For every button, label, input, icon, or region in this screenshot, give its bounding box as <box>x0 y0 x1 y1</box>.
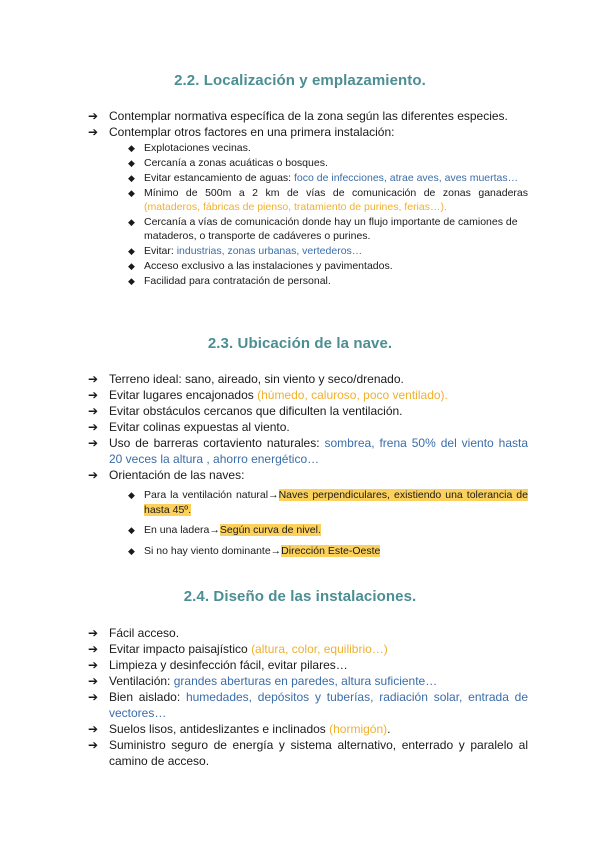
arrow-right-icon: ➔ <box>88 388 99 402</box>
diamond-bullet-icon: ◆ <box>128 490 135 500</box>
list-item: ➔ Suministro seguro de energía y sistema alternativo, enterrado y paralelo al camino de acceso. <box>88 738 528 768</box>
section-23-list <box>88 371 528 483</box>
section-22-list <box>88 108 528 140</box>
arrow-right-icon: ➔ <box>88 125 99 139</box>
arrow-right-icon: ➔ <box>88 674 99 688</box>
list-item: ➔ Evitar obstáculos cercanos que dificulten la ventilación. <box>88 404 403 418</box>
diamond-bullet-icon: ◆ <box>128 143 135 153</box>
sub-item: ◆ Si no hay viento dominante→Dirección Este-Oeste <box>88 543 528 560</box>
sub-item: ◆ Mínimo de 500m a 2 km de vías de comunicación de zonas ganaderas (mataderos, fábricas de pienso, tratamiento de purines, ferias…). <box>128 187 528 213</box>
diamond-bullet-icon: ◆ <box>128 217 135 227</box>
list-item: ➔ Contemplar normativa específica de la zona según las diferentes especies. <box>88 109 508 123</box>
arrow-right-icon: ➔ <box>88 404 99 418</box>
list-item: ➔ Terreno ideal: sano, aireado, sin viento y seco/drenado. <box>88 372 404 386</box>
arrow-right-icon: ➔ <box>88 658 99 672</box>
arrow-right-icon: ➔ <box>88 372 99 386</box>
section-22-title: 2.2. Localización y emplazamiento. <box>174 72 426 89</box>
sub-item: ◆ Cercanía a vías de comunicación donde hay un flujo importante de camiones de mataderos, o transporte de cadáveres o purines. <box>128 216 518 242</box>
sub-item: ◆ Explotaciones vecinas. <box>128 142 251 154</box>
arrow-right-icon: ➔ <box>88 420 99 434</box>
list-item: ➔ Contemplar otros factores en una primera instalación: <box>88 125 395 139</box>
arrow-right-icon: ➔ <box>88 436 99 450</box>
diamond-bullet-icon: ◆ <box>128 546 135 556</box>
sub-item: ◆ Acceso exclusivo a las instalaciones y pavimentados. <box>128 260 393 272</box>
list-item: ➔ Uso de barreras cortaviento naturales: sombrea, frena 50% del viento hasta 20 veces la altura , ahorro energético… <box>88 436 528 466</box>
arrow-right-icon: ➔ <box>88 626 99 640</box>
arrow-right-icon: ➔ <box>88 468 99 482</box>
list-item: ➔ Ventilación: grandes aberturas en paredes, altura suficiente… <box>88 674 438 688</box>
sub-item: ◆ En una ladera→Según curva de nivel. <box>88 522 528 539</box>
section-23-sublist <box>88 488 528 560</box>
list-item: ➔ Evitar lugares encajonados (húmedo, caluroso, poco ventilado). <box>88 388 448 402</box>
diamond-bullet-icon: ◆ <box>128 276 135 286</box>
diamond-bullet-icon: ◆ <box>128 158 135 168</box>
list-item: ➔ Orientación de las naves: <box>88 468 245 482</box>
arrow-right-icon: ➔ <box>88 642 99 656</box>
list-item: ➔ Evitar impacto paisajístico (altura, color, equilibrio…) <box>88 642 388 656</box>
sub-item: ◆ Evitar estancamiento de aguas: foco de infecciones, atrae aves, aves muertas… <box>128 172 519 184</box>
sub-item: ◆ Facilidad para contratación de personal. <box>128 275 331 287</box>
section-23-title: 2.3. Ubicación de la nave. <box>207 335 393 352</box>
sub-item: ◆ Cercanía a zonas acuáticas o bosques. <box>128 157 328 169</box>
arrow-right-icon: ➔ <box>88 109 99 123</box>
arrow-right-icon: ➔ <box>88 738 99 752</box>
sub-item: ◆ Para la ventilación natural→Naves perpendiculares, existiendo una tolerancia de hasta 45º. <box>128 489 528 516</box>
list-item: ➔ Evitar colinas expuestas al viento. <box>88 420 290 434</box>
diamond-bullet-icon: ◆ <box>128 246 135 256</box>
list-item: ➔ Bien aislado: humedades, depósitos y tuberías, radiación solar, entrada de vectores… <box>88 690 528 720</box>
section-24-title: 2.4. Diseño de las instalaciones. <box>183 588 417 605</box>
diamond-bullet-icon: ◆ <box>128 525 135 535</box>
arrow-right-icon: ➔ <box>88 690 99 704</box>
diamond-bullet-icon: ◆ <box>128 188 135 198</box>
list-item: ➔ Fácil acceso. <box>88 626 180 640</box>
sub-item: ◆ Evitar: industrias, zonas urbanas, vertederos… <box>128 245 363 257</box>
list-item: ➔ Suelos lisos, antideslizantes e inclinados (hormigón). <box>88 722 391 736</box>
section-24-list <box>88 625 528 769</box>
arrow-right-icon: ➔ <box>88 722 99 736</box>
list-item: ➔ Limpieza y desinfección fácil, evitar pilares… <box>88 658 348 672</box>
diamond-bullet-icon: ◆ <box>128 173 135 183</box>
diamond-bullet-icon: ◆ <box>128 261 135 271</box>
section-22-sublist <box>88 141 528 288</box>
